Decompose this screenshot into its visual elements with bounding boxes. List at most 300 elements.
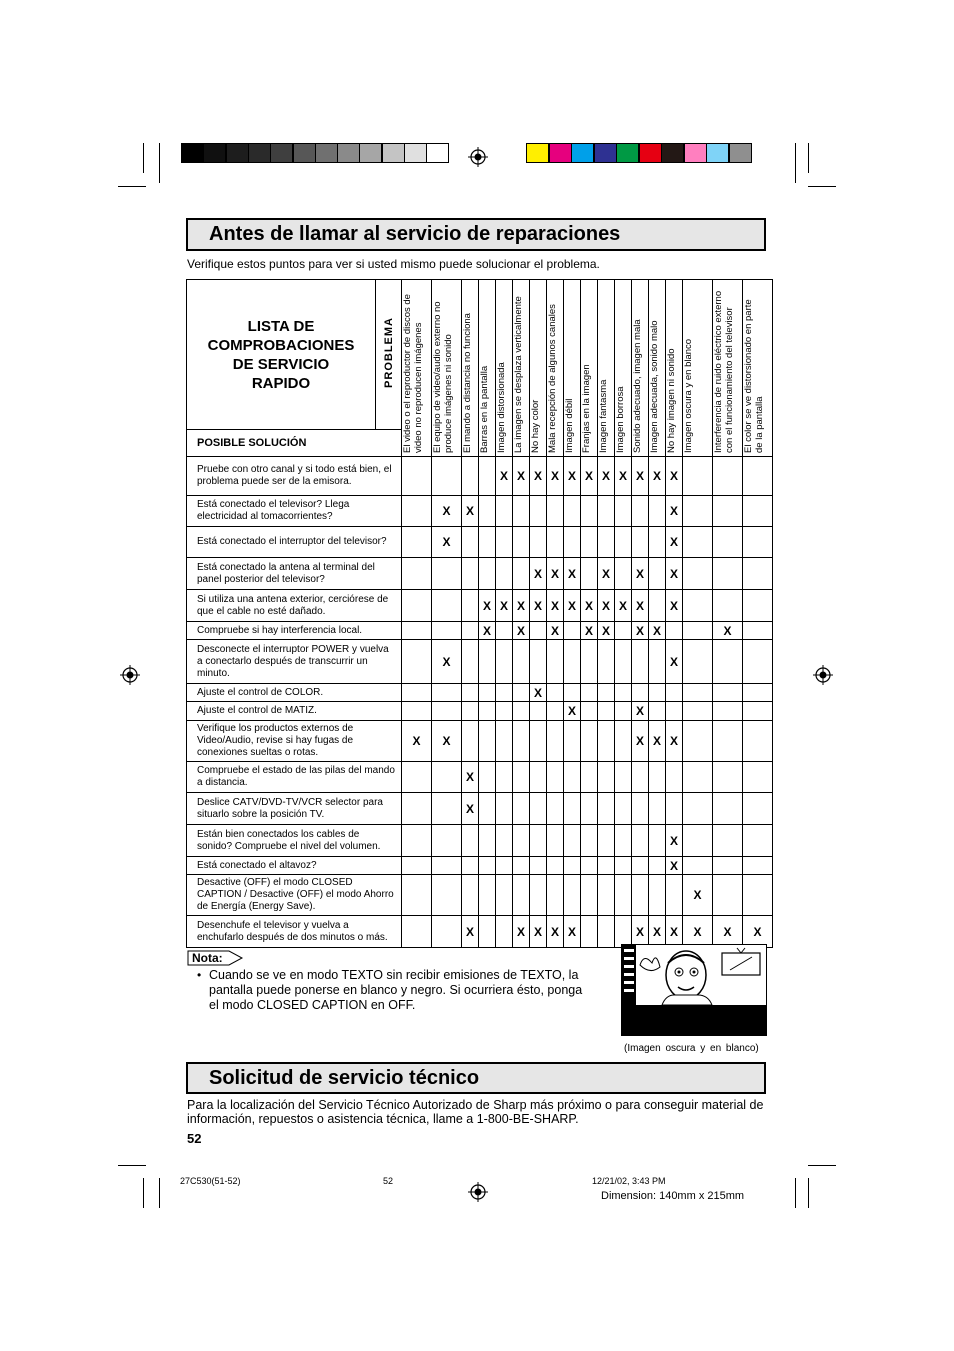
check-mark-cell xyxy=(713,590,743,622)
check-mark-cell xyxy=(581,640,598,684)
problem-header-text: La imagen se desplaza verticalmente xyxy=(513,296,524,453)
dark-screen-illustration xyxy=(621,944,767,1036)
check-mark-cell: X xyxy=(683,875,713,916)
table-row xyxy=(187,590,773,622)
problem-header-text: Interferencia de ruido eléctrico externo con el funcionamiento del televisor xyxy=(713,290,735,453)
check-mark-cell: X xyxy=(666,857,683,875)
check-mark-cell xyxy=(713,496,743,527)
check-mark-cell xyxy=(530,702,547,721)
problem-header-text: Imagen oscura y en blanco xyxy=(683,338,694,453)
check-mark-cell xyxy=(743,527,773,558)
problem-header xyxy=(564,280,581,457)
check-mark-cell xyxy=(598,721,615,762)
table-row xyxy=(187,721,773,762)
check-mark-cell xyxy=(547,527,564,558)
check-mark-cell xyxy=(479,793,496,825)
check-mark-cell: X xyxy=(666,640,683,684)
check-mark-cell xyxy=(564,857,581,875)
check-mark-cell xyxy=(564,622,581,640)
check-mark-cell: X xyxy=(530,457,547,496)
check-mark-cell: X xyxy=(479,622,496,640)
check-mark-cell xyxy=(402,457,432,496)
check-mark-cell: X xyxy=(632,916,649,948)
table-row xyxy=(187,875,773,916)
check-mark-cell xyxy=(683,496,713,527)
check-mark-cell xyxy=(432,875,462,916)
check-mark-cell xyxy=(402,875,432,916)
check-mark-cell xyxy=(713,762,743,793)
check-mark-cell xyxy=(713,702,743,721)
check-mark-cell xyxy=(496,762,513,793)
footer-date: 12/21/02, 3:43 PM xyxy=(592,1176,666,1186)
illustration-caption: (Imagen oscura y en blanco) xyxy=(624,1043,759,1054)
check-mark-cell xyxy=(479,857,496,875)
check-mark-cell xyxy=(598,527,615,558)
check-mark-cell xyxy=(530,622,547,640)
check-mark-cell xyxy=(547,762,564,793)
problem-header xyxy=(547,280,564,457)
check-mark-cell: X xyxy=(632,721,649,762)
check-mark-cell xyxy=(581,702,598,721)
check-mark-cell xyxy=(743,457,773,496)
check-mark-cell xyxy=(683,590,713,622)
gray-swatch xyxy=(248,143,271,163)
check-mark-cell xyxy=(564,721,581,762)
check-mark-cell xyxy=(743,590,773,622)
check-mark-cell xyxy=(496,496,513,527)
check-mark-cell xyxy=(649,875,666,916)
check-mark-cell xyxy=(513,721,530,762)
check-mark-cell: X xyxy=(479,590,496,622)
solution-cell: Ajuste el control de COLOR. xyxy=(187,684,402,702)
check-mark-cell xyxy=(530,640,547,684)
check-mark-cell xyxy=(462,558,479,590)
check-mark-cell: X xyxy=(564,702,581,721)
check-mark-cell xyxy=(581,496,598,527)
check-mark-cell: X xyxy=(666,590,683,622)
registration-mark-icon xyxy=(468,147,488,167)
check-mark-cell xyxy=(547,721,564,762)
registration-mark-icon xyxy=(120,665,140,685)
check-mark-cell xyxy=(743,762,773,793)
color-swatch xyxy=(616,143,639,163)
check-mark-cell: X xyxy=(432,527,462,558)
check-mark-cell xyxy=(530,527,547,558)
check-mark-cell xyxy=(598,762,615,793)
check-mark-cell xyxy=(598,825,615,857)
gray-swatch xyxy=(404,143,427,163)
check-mark-cell: X xyxy=(666,825,683,857)
gray-swatch xyxy=(426,143,449,163)
problem-label: PROBLEMA xyxy=(382,317,395,388)
check-mark-cell: X xyxy=(530,916,547,948)
problem-header-text: Franjas en la imagen xyxy=(581,364,592,453)
check-mark-cell xyxy=(615,640,632,684)
problem-header-text: El color se ve distorsionado en parte de la pantalla xyxy=(743,299,765,453)
table-row xyxy=(187,762,773,793)
check-mark-cell: X xyxy=(598,590,615,622)
problem-header-text: Imagen distorsionada xyxy=(496,362,507,453)
table-row xyxy=(187,496,773,527)
check-mark-cell xyxy=(432,762,462,793)
check-mark-cell xyxy=(713,558,743,590)
check-mark-cell xyxy=(649,640,666,684)
note-bullet: • xyxy=(197,968,202,982)
check-mark-cell xyxy=(649,762,666,793)
check-mark-cell: X xyxy=(402,721,432,762)
check-mark-cell xyxy=(683,622,713,640)
check-mark-cell: X xyxy=(598,622,615,640)
color-swatch xyxy=(526,143,549,163)
check-mark-cell xyxy=(496,793,513,825)
checklist-title-line: DE SERVICIO xyxy=(232,355,330,373)
check-mark-cell xyxy=(743,857,773,875)
table-row xyxy=(187,684,773,702)
check-mark-cell xyxy=(402,496,432,527)
check-mark-cell xyxy=(598,857,615,875)
check-mark-cell xyxy=(432,590,462,622)
service-text: Para la localización del Servicio Técnico Autorizado de Sharp más próximo o para conseguir material de información, repuestos o asistencia técnica, llame a 1-800-BE-SHARP. xyxy=(187,1098,764,1126)
check-mark-cell xyxy=(683,684,713,702)
check-mark-cell: X xyxy=(666,496,683,527)
problem-header xyxy=(649,280,666,457)
check-mark-cell xyxy=(462,622,479,640)
check-mark-cell xyxy=(649,590,666,622)
footer-file: 27C530(51-52) xyxy=(180,1176,241,1186)
check-mark-cell xyxy=(530,857,547,875)
check-mark-cell xyxy=(496,558,513,590)
page-title-text: Antes de llamar al servicio de reparaciones xyxy=(209,223,621,245)
check-mark-cell xyxy=(598,875,615,916)
check-mark-cell xyxy=(530,793,547,825)
color-swatch xyxy=(639,143,662,163)
problem-header-text: Imagen borrosa xyxy=(615,386,626,453)
check-mark-cell xyxy=(479,825,496,857)
check-mark-cell xyxy=(632,684,649,702)
check-mark-cell xyxy=(683,558,713,590)
check-mark-cell xyxy=(462,721,479,762)
color-swatch xyxy=(549,143,572,163)
check-mark-cell xyxy=(530,825,547,857)
check-mark-cell xyxy=(683,702,713,721)
check-mark-cell xyxy=(743,558,773,590)
footer-dimension: Dimension: 140mm x 215mm xyxy=(601,1190,745,1202)
check-mark-cell xyxy=(666,702,683,721)
check-mark-cell: X xyxy=(649,916,666,948)
check-mark-cell xyxy=(479,762,496,793)
table-row xyxy=(187,640,773,684)
confused-man-icon xyxy=(622,945,767,1036)
check-mark-cell xyxy=(496,916,513,948)
header-row xyxy=(187,280,773,430)
check-mark-cell xyxy=(713,721,743,762)
page-title xyxy=(186,218,766,251)
check-mark-cell xyxy=(547,793,564,825)
crop-mark xyxy=(808,1178,809,1208)
check-mark-cell xyxy=(564,527,581,558)
check-mark-cell xyxy=(547,825,564,857)
check-mark-cell xyxy=(581,558,598,590)
check-mark-cell: X xyxy=(547,590,564,622)
problem-header-text: Imagen débil xyxy=(564,398,575,453)
check-mark-cell: X xyxy=(513,916,530,948)
check-mark-cell xyxy=(402,793,432,825)
gray-swatch xyxy=(337,143,360,163)
check-mark-cell xyxy=(564,825,581,857)
check-mark-cell xyxy=(649,857,666,875)
check-mark-cell xyxy=(513,702,530,721)
check-mark-cell xyxy=(581,875,598,916)
crop-mark xyxy=(143,1178,144,1208)
check-mark-cell: X xyxy=(432,640,462,684)
check-mark-cell: X xyxy=(547,622,564,640)
problem-label-cell xyxy=(376,280,402,430)
table-row xyxy=(187,793,773,825)
service-section-title xyxy=(186,1062,766,1094)
problem-header xyxy=(479,280,496,457)
check-mark-cell xyxy=(496,875,513,916)
check-mark-cell xyxy=(581,857,598,875)
check-mark-cell xyxy=(632,527,649,558)
check-mark-cell: X xyxy=(649,457,666,496)
check-mark-cell xyxy=(513,640,530,684)
check-mark-cell xyxy=(547,875,564,916)
check-mark-cell xyxy=(598,496,615,527)
crop-mark xyxy=(808,1165,836,1166)
problem-header xyxy=(743,280,773,457)
check-mark-cell xyxy=(564,875,581,916)
color-swatch xyxy=(661,143,684,163)
check-mark-cell: X xyxy=(632,558,649,590)
check-mark-cell xyxy=(479,457,496,496)
check-mark-cell xyxy=(649,793,666,825)
check-mark-cell xyxy=(496,721,513,762)
check-mark-cell xyxy=(683,793,713,825)
crop-mark xyxy=(808,143,809,173)
solution-cell: Está conectado el altavoz? xyxy=(187,857,402,875)
check-mark-cell xyxy=(462,825,479,857)
check-mark-cell xyxy=(479,558,496,590)
check-mark-cell xyxy=(513,762,530,793)
check-mark-cell xyxy=(513,825,530,857)
check-mark-cell xyxy=(713,640,743,684)
gray-swatch xyxy=(226,143,249,163)
problem-header-text: El video o el reproductor de discos de video no reproducen imágenes xyxy=(402,294,424,453)
registration-mark-icon xyxy=(813,665,833,685)
check-mark-cell xyxy=(530,762,547,793)
check-mark-cell xyxy=(615,702,632,721)
check-mark-cell xyxy=(632,640,649,684)
check-mark-cell xyxy=(402,527,432,558)
check-mark-cell xyxy=(615,684,632,702)
check-mark-cell xyxy=(598,640,615,684)
problem-header xyxy=(432,280,462,457)
check-mark-cell xyxy=(713,684,743,702)
check-mark-cell xyxy=(402,825,432,857)
check-mark-cell xyxy=(632,762,649,793)
check-mark-cell xyxy=(666,684,683,702)
color-swatch xyxy=(706,143,729,163)
color-swatch xyxy=(571,143,594,163)
check-mark-cell xyxy=(683,640,713,684)
checklist-title-line: COMPROBACIONES xyxy=(207,336,355,354)
check-mark-cell xyxy=(479,721,496,762)
check-mark-cell xyxy=(402,857,432,875)
check-mark-cell xyxy=(615,558,632,590)
problem-header-text: El equipo de video/audio externo no produce imágenes ni sonido xyxy=(432,301,454,453)
check-mark-cell xyxy=(432,622,462,640)
table-row xyxy=(187,825,773,857)
check-mark-cell xyxy=(513,558,530,590)
check-mark-cell: X xyxy=(462,762,479,793)
check-mark-cell xyxy=(632,793,649,825)
check-mark-cell xyxy=(496,857,513,875)
check-mark-cell: X xyxy=(632,457,649,496)
check-mark-cell xyxy=(598,684,615,702)
checklist-title-line: RAPIDO xyxy=(251,374,311,392)
check-mark-cell xyxy=(743,640,773,684)
table-row xyxy=(187,857,773,875)
gray-swatch xyxy=(181,143,204,163)
check-mark-cell xyxy=(649,684,666,702)
check-mark-cell xyxy=(432,457,462,496)
check-mark-cell: X xyxy=(530,590,547,622)
page-number: 52 xyxy=(187,1131,202,1146)
check-mark-cell: X xyxy=(547,558,564,590)
check-mark-cell xyxy=(683,457,713,496)
check-mark-cell xyxy=(479,496,496,527)
crop-mark xyxy=(808,186,836,187)
check-mark-cell xyxy=(615,875,632,916)
check-mark-cell xyxy=(462,590,479,622)
crop-mark xyxy=(118,186,146,187)
check-mark-cell: X xyxy=(530,684,547,702)
solution-cell: Pruebe con otro canal y si todo está bien, el problema puede ser de la emisora. xyxy=(187,457,402,496)
check-mark-cell xyxy=(743,793,773,825)
check-mark-cell: X xyxy=(632,590,649,622)
check-mark-cell xyxy=(564,640,581,684)
check-mark-cell xyxy=(432,702,462,721)
crop-mark xyxy=(159,143,160,183)
check-mark-cell xyxy=(713,875,743,916)
problem-header-text: El mando a distancia no funciona xyxy=(462,313,473,453)
problem-header xyxy=(462,280,479,457)
check-mark-cell xyxy=(615,857,632,875)
check-mark-cell xyxy=(598,702,615,721)
check-mark-cell xyxy=(402,590,432,622)
check-mark-cell xyxy=(632,875,649,916)
check-mark-cell xyxy=(479,684,496,702)
crop-mark xyxy=(795,1178,796,1208)
solution-cell: Deslice CATV/DVD-TV/VCR selector para situarlo sobre la posición TV. xyxy=(187,793,402,825)
note-text: Cuando se ve en modo TEXTO sin recibir emisiones de TEXTO, la pantalla puede ponerse en blanco y negro. Si ocurriera ésto, ponga el modo CLOSED CAPTION en OFF. xyxy=(209,968,583,1012)
check-mark-cell xyxy=(649,825,666,857)
check-mark-cell xyxy=(713,457,743,496)
check-mark-cell: X xyxy=(713,622,743,640)
check-mark-cell xyxy=(683,857,713,875)
check-mark-cell xyxy=(743,496,773,527)
check-mark-cell xyxy=(564,684,581,702)
check-mark-cell: X xyxy=(666,721,683,762)
check-mark-cell xyxy=(547,496,564,527)
check-mark-cell xyxy=(598,916,615,948)
problem-header-text: Mala recepción de algunos canales xyxy=(547,304,558,453)
check-mark-cell: X xyxy=(496,590,513,622)
problem-header xyxy=(402,280,432,457)
check-mark-cell: X xyxy=(743,916,773,948)
check-mark-cell xyxy=(513,684,530,702)
problem-header-text: Barras en la pantalla xyxy=(479,365,490,453)
check-mark-cell xyxy=(547,702,564,721)
check-mark-cell xyxy=(479,875,496,916)
check-mark-cell: X xyxy=(632,622,649,640)
check-mark-cell xyxy=(496,702,513,721)
table-row xyxy=(187,457,773,496)
check-mark-cell xyxy=(432,825,462,857)
check-mark-cell xyxy=(683,721,713,762)
problem-header xyxy=(530,280,547,457)
check-mark-cell xyxy=(581,793,598,825)
check-mark-cell xyxy=(402,622,432,640)
check-mark-cell xyxy=(432,558,462,590)
check-mark-cell xyxy=(683,762,713,793)
check-mark-cell xyxy=(402,702,432,721)
check-mark-cell xyxy=(632,825,649,857)
problem-header-text: Sonido adecuado, imagen mala xyxy=(632,319,643,453)
problem-header xyxy=(683,280,713,457)
check-mark-cell xyxy=(564,496,581,527)
solution-cell: Desconecte el interruptor POWER y vuelva a conectarlo después de transcurrir un minuto. xyxy=(187,640,402,684)
crop-mark xyxy=(143,143,144,173)
check-mark-cell: X xyxy=(581,457,598,496)
checklist-title xyxy=(187,317,375,393)
check-mark-cell xyxy=(615,762,632,793)
check-mark-cell xyxy=(432,793,462,825)
problem-header-text: Imagen adecuada, sonido malo xyxy=(649,320,660,453)
check-mark-cell xyxy=(432,916,462,948)
check-mark-cell xyxy=(743,702,773,721)
check-mark-cell: X xyxy=(530,558,547,590)
check-mark-cell: X xyxy=(615,590,632,622)
check-mark-cell xyxy=(615,496,632,527)
check-mark-cell xyxy=(615,793,632,825)
check-mark-cell xyxy=(402,558,432,590)
check-mark-cell xyxy=(462,527,479,558)
gray-swatch xyxy=(382,143,405,163)
check-mark-cell: X xyxy=(649,622,666,640)
check-mark-cell: X xyxy=(513,622,530,640)
check-mark-cell xyxy=(666,622,683,640)
solution-cell: Compruebe el estado de las pilas del mando a distancia. xyxy=(187,762,402,793)
check-mark-cell: X xyxy=(564,457,581,496)
check-mark-cell xyxy=(743,721,773,762)
check-mark-cell xyxy=(496,684,513,702)
check-mark-cell xyxy=(462,857,479,875)
problem-header-text: Imagen fantasma xyxy=(598,379,609,453)
service-checklist-table xyxy=(186,279,773,948)
check-mark-cell: X xyxy=(598,558,615,590)
check-mark-cell: X xyxy=(713,916,743,948)
check-mark-cell xyxy=(530,496,547,527)
check-mark-cell xyxy=(615,527,632,558)
solution-cell: Verifique los productos externos de Video/Audio, revise si hay fugas de conexiones sueltas o rotas. xyxy=(187,721,402,762)
gray-swatch xyxy=(359,143,382,163)
check-mark-cell xyxy=(615,721,632,762)
solution-label: POSIBLE SOLUCIÓN xyxy=(187,430,402,457)
problem-header-text: No hay color xyxy=(530,399,541,453)
check-mark-cell xyxy=(581,916,598,948)
check-mark-cell: X xyxy=(547,457,564,496)
